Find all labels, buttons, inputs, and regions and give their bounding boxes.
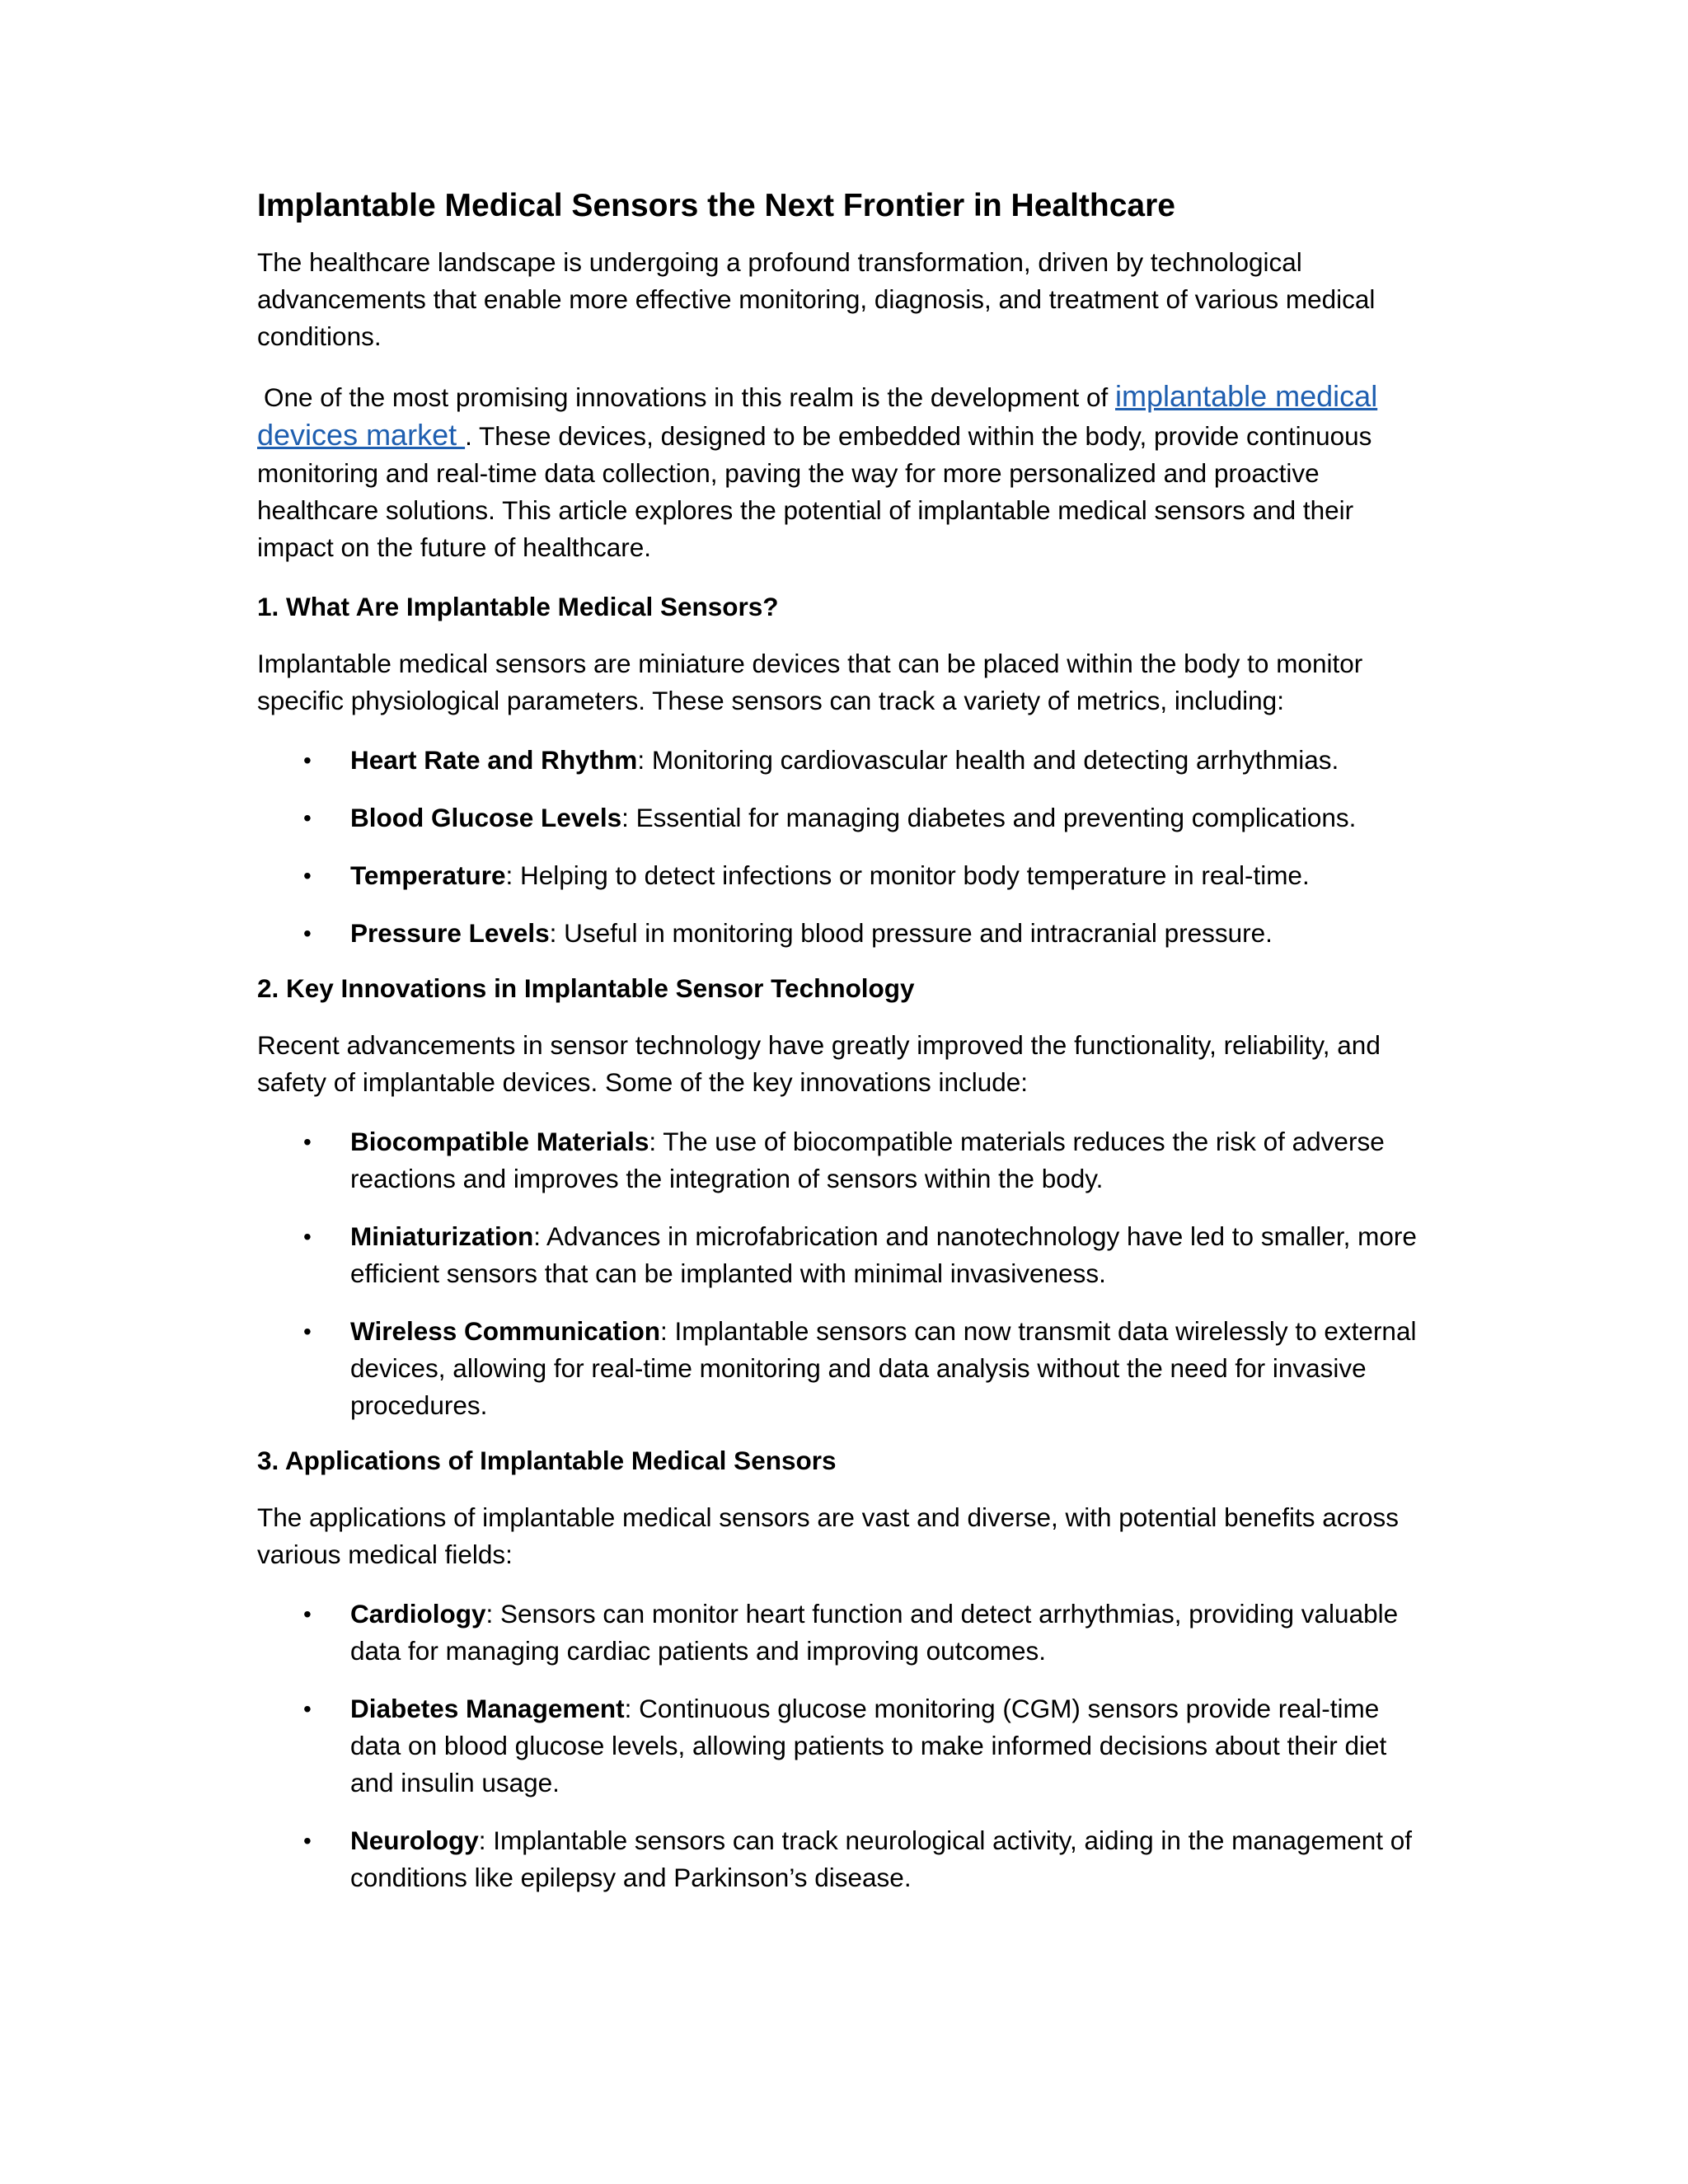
- item-text: : Implantable sensors can now transmit data wirelessly to external devices, allowing for real-time monitoring and data analysis without the need for invasive procedures.: [350, 1316, 1417, 1420]
- document-title: Implantable Medical Sensors the Next Frontier in Healthcare: [257, 188, 1175, 223]
- list-item: [257, 1822, 1432, 1896]
- section-intro: Implantable medical sensors are miniature devices that can be placed within the body to monitor specific physiological parameters. These sensors can track a variety of metrics, including:: [257, 649, 1363, 715]
- list-item: [257, 742, 1432, 779]
- bullet-list: [257, 742, 1432, 952]
- item-text: : Sensors can monitor heart function and detect arrhythmias, providing valuable data for managing cardiac patients and improving outcomes.: [350, 1599, 1399, 1666]
- item-text: : Monitoring cardiovascular health and detecting arrhythmias.: [637, 745, 1339, 775]
- bullet-icon: •: [303, 748, 312, 773]
- list-item: [257, 1123, 1432, 1197]
- item-term: Neurology: [350, 1825, 479, 1855]
- item-term: Blood Glucose Levels: [350, 803, 622, 832]
- bullet-icon: •: [303, 863, 312, 888]
- bullet-icon: •: [303, 1601, 312, 1627]
- list-item: [257, 799, 1432, 837]
- item-text: : Advances in microfabrication and nanotechnology have led to smaller, more efficient sensors that can be implanted with minimal invasiveness.: [350, 1221, 1417, 1288]
- document-page: [257, 183, 1432, 1915]
- list-item: [257, 1690, 1432, 1802]
- list-item: [257, 915, 1432, 952]
- section-heading: 1. What Are Implantable Medical Sensors?: [257, 592, 779, 621]
- section-heading: 3. Applications of Implantable Medical Sensors: [257, 1446, 837, 1475]
- list-item: [257, 1596, 1432, 1670]
- item-term: Temperature: [350, 860, 506, 890]
- intro-paragraph-1: The healthcare landscape is undergoing a profound transformation, driven by technological advancements that enable more effective monitoring, diagnosis, and treatment of various medical conditions.: [257, 247, 1376, 351]
- market-link[interactable]: implantable medical devices market: [257, 379, 1378, 452]
- item-term: Biocompatible Materials: [350, 1127, 649, 1156]
- item-term: Pressure Levels: [350, 918, 550, 948]
- bullet-icon: •: [303, 921, 312, 946]
- item-text: : Implantable sensors can track neurological activity, aiding in the management of conditions like epilepsy and Parkinson’s disease.: [350, 1825, 1413, 1892]
- item-term: Cardiology: [350, 1599, 486, 1629]
- item-text: : Essential for managing diabetes and preventing complications.: [621, 803, 1357, 832]
- intro-paragraph-2: [257, 377, 1432, 566]
- bullet-list: [257, 1596, 1432, 1896]
- item-text: : The use of biocompatible materials reduces the risk of adverse reactions and improves the integration of sensors within the body.: [350, 1127, 1385, 1193]
- bullet-icon: •: [303, 1319, 312, 1344]
- section-heading: 2. Key Innovations in Implantable Sensor Technology: [257, 973, 915, 1003]
- bullet-icon: •: [303, 805, 312, 831]
- section-intro: Recent advancements in sensor technology have greatly improved the functionality, reliability, and safety of implantable devices. Some of the key innovations include:: [257, 1030, 1381, 1097]
- list-item: [257, 1218, 1432, 1292]
- item-term: Heart Rate and Rhythm: [350, 745, 638, 775]
- intro-paragraph-2-text-a: One of the most promising innovations in this realm is the development of: [264, 382, 1116, 412]
- bullet-icon: •: [303, 1828, 312, 1854]
- list-item: [257, 1313, 1432, 1424]
- item-term: Diabetes Management: [350, 1694, 625, 1723]
- item-text: : Continuous glucose monitoring (CGM) sensors provide real-time data on blood glucose levels, allowing patients to make informed decisions about their diet and insulin usage.: [350, 1694, 1387, 1797]
- item-text: : Useful in monitoring blood pressure and intracranial pressure.: [549, 918, 1273, 948]
- item-text: : Helping to detect infections or monitor body temperature in real-time.: [505, 860, 1310, 890]
- bullet-list: [257, 1123, 1432, 1424]
- bullet-icon: •: [303, 1224, 312, 1249]
- section-intro: The applications of implantable medical sensors are vast and diverse, with potential benefits across various medical fields:: [257, 1502, 1399, 1569]
- item-term: Miniaturization: [350, 1221, 534, 1251]
- bullet-icon: •: [303, 1696, 312, 1722]
- item-term: Wireless Communication: [350, 1316, 661, 1346]
- list-item: [257, 857, 1432, 894]
- bullet-icon: •: [303, 1129, 312, 1155]
- intro-paragraph-2-text-b: . These devices, designed to be embedded within the body, provide continuous monitoring and real-time data collection, paving the way for more personalized and proactive healthcare solutions. This article explores the potential of implantable medical sensors and their impact on the future of healthcare.: [257, 421, 1372, 562]
